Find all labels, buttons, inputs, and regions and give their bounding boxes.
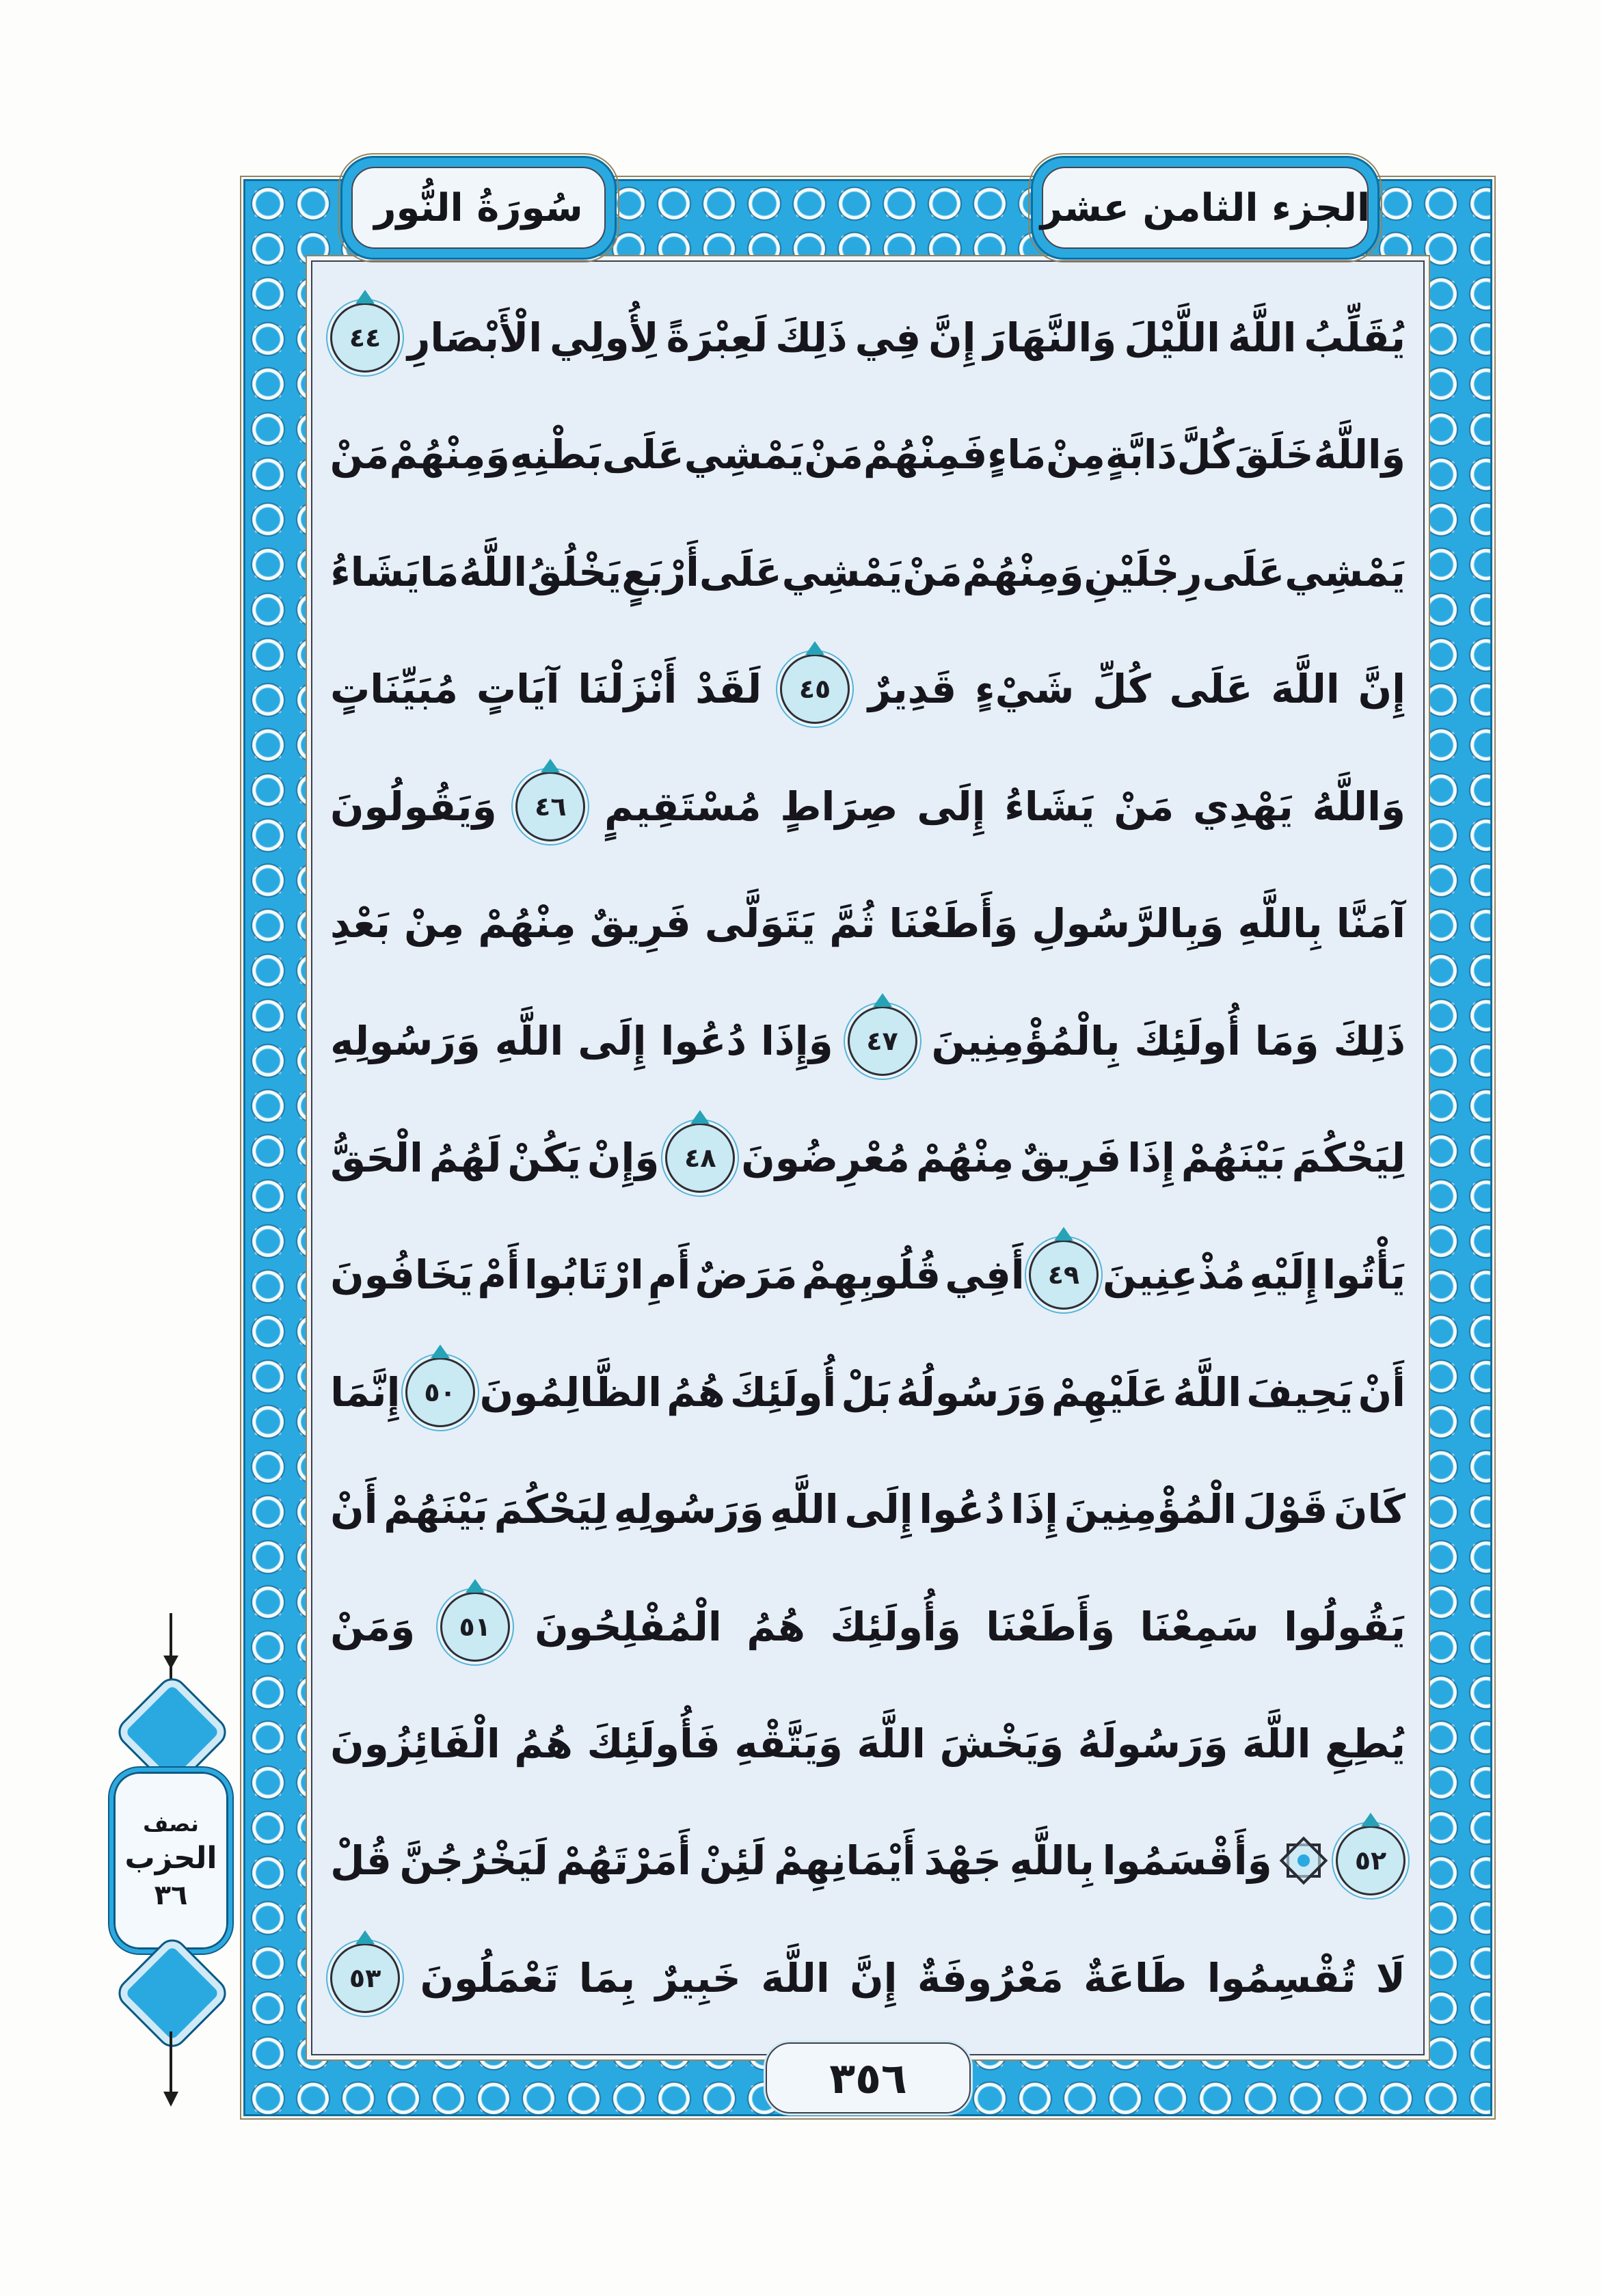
quran-word: طَاعَةٌ <box>1084 1954 1187 2001</box>
quran-word: اللَّهُ <box>1227 314 1297 361</box>
quran-line <box>330 1570 1405 1684</box>
rub-el-hizb-icon <box>1280 1837 1328 1885</box>
quran-word: فَمِنْهُمْ <box>863 431 988 478</box>
verse-marker-badge <box>405 1358 475 1427</box>
verse-marker-badge <box>780 654 850 724</box>
quran-line <box>330 281 1405 394</box>
quran-word: هُمُ <box>514 1720 573 1768</box>
verse-marker-badge <box>665 1123 735 1193</box>
quran-word: أَفِي <box>945 1252 1025 1299</box>
quran-word: أَرْبَعٍ <box>621 548 699 595</box>
quran-word: بَلْ <box>841 1368 891 1416</box>
verse-marker-badge <box>848 1006 917 1076</box>
hizb-label-alhizb: الحزب <box>124 1840 217 1876</box>
quran-word: دُعُوا <box>660 1017 747 1064</box>
quran-word: الْمُفْلِحُونَ <box>535 1603 722 1650</box>
quran-word: سَمِعْنَا <box>1140 1603 1259 1650</box>
quran-word: وَيَتَّقْهِ <box>734 1720 843 1768</box>
quran-word: إِذَا <box>1010 1486 1059 1533</box>
quran-word: يَحِيفَ <box>1246 1368 1354 1416</box>
quran-word: وَأَطَعْنَا <box>889 900 1019 947</box>
quran-word: الظَّالِمُونَ <box>479 1368 662 1416</box>
quran-word: ذَلِكَ <box>775 314 848 361</box>
hizb-label-nisf: نصف <box>143 1810 199 1837</box>
quran-word: مِنْهُمْ <box>915 1134 1014 1181</box>
quran-word: اللَّهُ <box>1172 1368 1242 1416</box>
quran-word: لَئِنْ <box>699 1837 766 1885</box>
quran-word: الْأَبْصَارِ <box>407 314 543 361</box>
quran-word: مِنْ <box>1046 431 1105 478</box>
quran-word: وَبِالرَّسُولِ <box>1032 900 1224 947</box>
quran-word: إِلَيْهِ <box>1249 1252 1319 1299</box>
quran-word: مُبَيِّنَاتٍ <box>330 666 459 713</box>
quran-word: اللَّهَ <box>1242 1720 1311 1768</box>
quran-word: بِمَا <box>578 1954 636 2001</box>
quran-word: وَرَسُولَهُ <box>1077 1720 1228 1768</box>
quran-word: وَالنَّهَارَ <box>983 314 1117 361</box>
quran-word: إِنَّ <box>1358 666 1405 713</box>
quran-word: يَمْشِي <box>1284 548 1405 595</box>
ornament-arrowhead-top-icon <box>163 1656 178 1669</box>
surah-title-tab <box>340 156 617 260</box>
quran-word: الْحَقُّ <box>330 1134 423 1181</box>
quran-word: خَبِيرٌ <box>655 1954 741 2001</box>
quran-word: لَقَدْ <box>695 666 762 713</box>
verse-number: ٤٦ <box>535 791 567 822</box>
quran-word: إِنَّ <box>850 1954 898 2001</box>
hizb-medallion <box>109 1768 232 1954</box>
quran-word: وَيَقُولُونَ <box>330 783 497 830</box>
quran-word: فِي <box>855 314 921 361</box>
quran-word: خَلَقَ <box>1234 431 1314 478</box>
quran-word: إِلَى <box>917 783 986 830</box>
quran-word: يُقَلِّبُ <box>1304 314 1405 361</box>
quran-word: مِنْ <box>404 900 465 947</box>
quran-word: آمَنَّا <box>1336 900 1405 947</box>
quran-word: وَإِذَا <box>761 1017 833 1064</box>
quran-line <box>330 1453 1405 1566</box>
verse-badge-crown-icon <box>541 759 560 772</box>
quran-word: إِلَى <box>844 1486 913 1533</box>
quran-word: اللَّهِ <box>494 1017 564 1064</box>
quran-word: مَنْ <box>902 548 963 595</box>
text-panel <box>311 260 1425 2055</box>
quran-word: كُلِّ <box>1092 666 1151 713</box>
quran-word: وَمَنْ <box>330 1603 416 1650</box>
quran-word: لِيَحْكُمَ <box>494 1486 608 1533</box>
decorative-border-frame <box>243 179 1492 2116</box>
quran-word: مَنْ <box>804 431 863 478</box>
quran-word: آيَاتٍ <box>476 666 560 713</box>
quran-word: وَرَسُولِهِ <box>330 1017 481 1064</box>
quran-word: إِنَّ <box>928 314 976 361</box>
quran-word: وَمِنْهُمْ <box>962 548 1084 595</box>
quran-word: يَشَاءُ <box>330 548 420 595</box>
quran-word: وَمِنْهُمْ <box>389 431 510 478</box>
quran-line <box>330 867 1405 980</box>
hizb-marker-ornament <box>103 1613 239 2107</box>
quran-word: أَمِ <box>647 1252 691 1299</box>
quran-word: تَعْمَلُونَ <box>420 1954 559 2001</box>
quran-word: يَخْلُقُ <box>527 548 622 595</box>
quran-word: يَخَافُونَ <box>330 1252 474 1299</box>
quran-word: فَرِيقٌ <box>589 900 691 947</box>
verse-number: ٥٣ <box>349 1962 381 1993</box>
verse-badge-crown-icon <box>355 290 375 303</box>
quran-word: يَمْشِي <box>781 548 903 595</box>
quran-word: يَكُنْ <box>507 1134 582 1181</box>
verse-badge-crown-icon <box>431 1345 450 1358</box>
quran-word: لَعِبْرَةً <box>666 314 768 361</box>
quran-word: عَلَى <box>1169 666 1253 713</box>
quran-word: بِاللَّهِ <box>1009 1837 1094 1885</box>
verse-marker-badge <box>330 303 400 373</box>
page-number-cartouche <box>766 2042 971 2113</box>
quran-word: بَيْنَهُمْ <box>384 1486 489 1533</box>
quran-word: الْمُؤْمِنِينَ <box>1064 1486 1237 1533</box>
quran-word: وَرَسُولِهِ <box>613 1486 764 1533</box>
verse-marker-badge <box>515 772 585 841</box>
verse-badge-crown-icon <box>1054 1227 1073 1241</box>
quran-word: لَيَخْرُجُنَّ <box>399 1837 548 1885</box>
quran-word: هُمُ <box>746 1603 805 1650</box>
quran-word: عَلَى <box>602 431 684 478</box>
quran-word: مَرَضٌ <box>695 1252 798 1299</box>
quran-word: كَانَ <box>1333 1486 1405 1533</box>
quran-word: لِأُولِي <box>550 314 659 361</box>
quran-word: وَأُولَئِكَ <box>830 1603 961 1650</box>
quran-word: وَيَخْشَ <box>939 1720 1064 1768</box>
quran-word: بَيْنَهُمْ <box>1181 1134 1286 1181</box>
quran-word: مَا <box>420 548 459 595</box>
quran-line <box>330 1101 1405 1215</box>
quran-word: وَاللَّهُ <box>1312 783 1405 830</box>
quran-word: دُعُوا <box>919 1486 1005 1533</box>
verse-marker-badge <box>1336 1826 1405 1895</box>
quran-word: وَأَطَعْنَا <box>986 1603 1116 1650</box>
quran-word: اللَّهُ <box>459 548 528 595</box>
quran-word: لَهُمُ <box>429 1134 502 1181</box>
quran-word: عَلَى <box>1202 548 1285 595</box>
quran-word: مُذْعِنِينَ <box>1103 1252 1246 1299</box>
quran-word: ثُمَّ <box>829 900 876 947</box>
quran-word: وَأَقْسَمُوا <box>1102 1837 1272 1885</box>
quran-word: لَا <box>1375 1954 1405 2001</box>
quran-word: اللَّهَ <box>857 1720 926 1768</box>
quran-word: جَهْدَ <box>924 1837 1002 1885</box>
quran-line <box>330 1218 1405 1332</box>
quran-word: بِالْمُؤْمِنِينَ <box>931 1017 1120 1064</box>
quran-word: مِنْهُمْ <box>478 900 576 947</box>
quran-word: اللَّهِ <box>770 1486 839 1533</box>
quran-word: أُولَئِكَ <box>1134 1017 1241 1064</box>
verse-badge-crown-icon <box>355 1930 375 1944</box>
quran-line <box>330 1336 1405 1449</box>
quran-line <box>330 984 1405 1098</box>
quran-word: مَاءٍ <box>987 431 1047 478</box>
quran-word: مَنْ <box>329 431 390 478</box>
verse-badge-crown-icon <box>873 993 892 1007</box>
quran-word: تُقْسِمُوا <box>1207 1954 1356 2001</box>
verse-badge-crown-icon <box>805 641 824 655</box>
quran-word: يُطِعِ <box>1325 1720 1405 1768</box>
verse-number: ٤٥ <box>798 674 831 705</box>
quran-word: أُولَئِكَ <box>729 1368 837 1416</box>
quran-word: أَمَرْتَهُمْ <box>556 1837 691 1885</box>
juz-title: الجزء الثامن عشر <box>1042 167 1369 249</box>
quran-line <box>330 1687 1405 1800</box>
quran-word: مَعْرُوفَةٌ <box>917 1954 1064 2001</box>
quran-word: أَنْ <box>330 1486 378 1533</box>
quran-line <box>330 632 1405 746</box>
quran-word: فَرِيقٌ <box>1020 1134 1122 1181</box>
verse-number: ٤٤ <box>349 323 381 353</box>
page-number: ٣٥٦ <box>829 2053 907 2103</box>
quran-word: قُلْ <box>330 1837 392 1885</box>
quran-word: يَمْشِي <box>684 431 805 478</box>
quran-word: قُلُوبِهِمْ <box>801 1252 941 1299</box>
quran-word: وَرَسُولُهُ <box>896 1368 1047 1416</box>
ornament-arrowhead-bottom-icon <box>163 2092 178 2107</box>
quran-word: اللَّهَ <box>1271 666 1340 713</box>
quran-word: يَتَوَلَّى <box>704 900 816 947</box>
quran-word: هُمُ <box>667 1368 725 1416</box>
juz-title-tab <box>1031 156 1380 260</box>
quran-word: عَلَيْهِمْ <box>1051 1368 1168 1416</box>
quran-word: ارْتَابُوا <box>524 1252 644 1299</box>
quran-word: الْفَائِزُونَ <box>330 1720 500 1768</box>
quran-word: مُسْتَقِيمٍ <box>604 783 762 830</box>
verse-number: ٤٨ <box>684 1142 716 1173</box>
quran-line <box>330 750 1405 863</box>
ornament-needle-bottom <box>170 2031 172 2097</box>
quran-word: يَشَاءُ <box>1004 783 1095 830</box>
quran-word: لِيَحْكُمَ <box>1291 1134 1405 1181</box>
quran-word: اللَّهَ <box>761 1954 830 2001</box>
quran-word: يَهْدِي <box>1193 783 1293 830</box>
quran-word: أَمْ <box>477 1252 520 1299</box>
verse-marker-badge <box>440 1592 510 1662</box>
quran-word: ذَلِكَ <box>1333 1017 1405 1064</box>
verse-number: ٥٢ <box>1354 1846 1387 1876</box>
quran-word: صِرَاطٍ <box>780 783 898 830</box>
quran-word: إِنَّمَا <box>330 1368 401 1416</box>
quran-word: وَاللَّهُ <box>1313 431 1405 478</box>
quran-word: يَقُولُوا <box>1284 1603 1405 1650</box>
quran-word: وَمَا <box>1254 1017 1319 1064</box>
quran-word: أَيْمَانِهِمْ <box>773 1837 916 1885</box>
quran-line <box>330 515 1405 629</box>
quran-word: شَيْءٍ <box>974 666 1075 713</box>
verse-number: ٤٧ <box>866 1025 898 1056</box>
verse-number: ٤٩ <box>1047 1260 1080 1291</box>
quran-word: رِجْلَيْنِ <box>1084 548 1202 595</box>
quran-word: دَابَّةٍ <box>1105 431 1177 478</box>
verse-badge-crown-icon <box>1361 1813 1380 1826</box>
verse-marker-badge <box>1029 1240 1099 1310</box>
verse-number: ٥٠ <box>424 1377 456 1407</box>
quran-lines <box>330 281 1405 2035</box>
quran-word: مَنْ <box>1114 783 1174 830</box>
verse-badge-crown-icon <box>466 1579 485 1593</box>
quran-word: إِذَا <box>1127 1134 1175 1181</box>
quran-word: كُلَّ <box>1176 431 1235 478</box>
quran-word: وَإِنْ <box>587 1134 660 1181</box>
quran-word: أَنْ <box>1358 1368 1405 1416</box>
surah-title: سُورَةُ النُّور <box>351 167 606 249</box>
quran-word: عَلَى <box>699 548 782 595</box>
verse-badge-crown-icon <box>690 1110 710 1124</box>
quran-line <box>330 1804 1405 1917</box>
quran-word: مُعْرِضُونَ <box>741 1134 910 1181</box>
quran-word: أَنْزَلْنَا <box>578 666 677 713</box>
quran-word: قَدِيرٌ <box>867 666 957 713</box>
quran-line <box>330 1921 1405 2035</box>
quran-word: اللَّيْلَ <box>1124 314 1221 361</box>
quran-line <box>329 398 1405 511</box>
quran-word: يَأْتُوا <box>1322 1252 1405 1299</box>
verse-marker-badge <box>330 1943 400 2013</box>
quran-word: فَأُولَئِكَ <box>587 1720 721 1768</box>
quran-word: بِاللَّهِ <box>1237 900 1323 947</box>
quran-word: قَوْلَ <box>1242 1486 1328 1533</box>
quran-word: بَطْنِهِ <box>509 431 602 478</box>
verse-number: ٥١ <box>459 1611 491 1642</box>
quran-word: بَعْدِ <box>330 900 391 947</box>
quran-word: إِلَى <box>578 1017 647 1064</box>
hizb-number: ٣٦ <box>154 1879 188 1911</box>
